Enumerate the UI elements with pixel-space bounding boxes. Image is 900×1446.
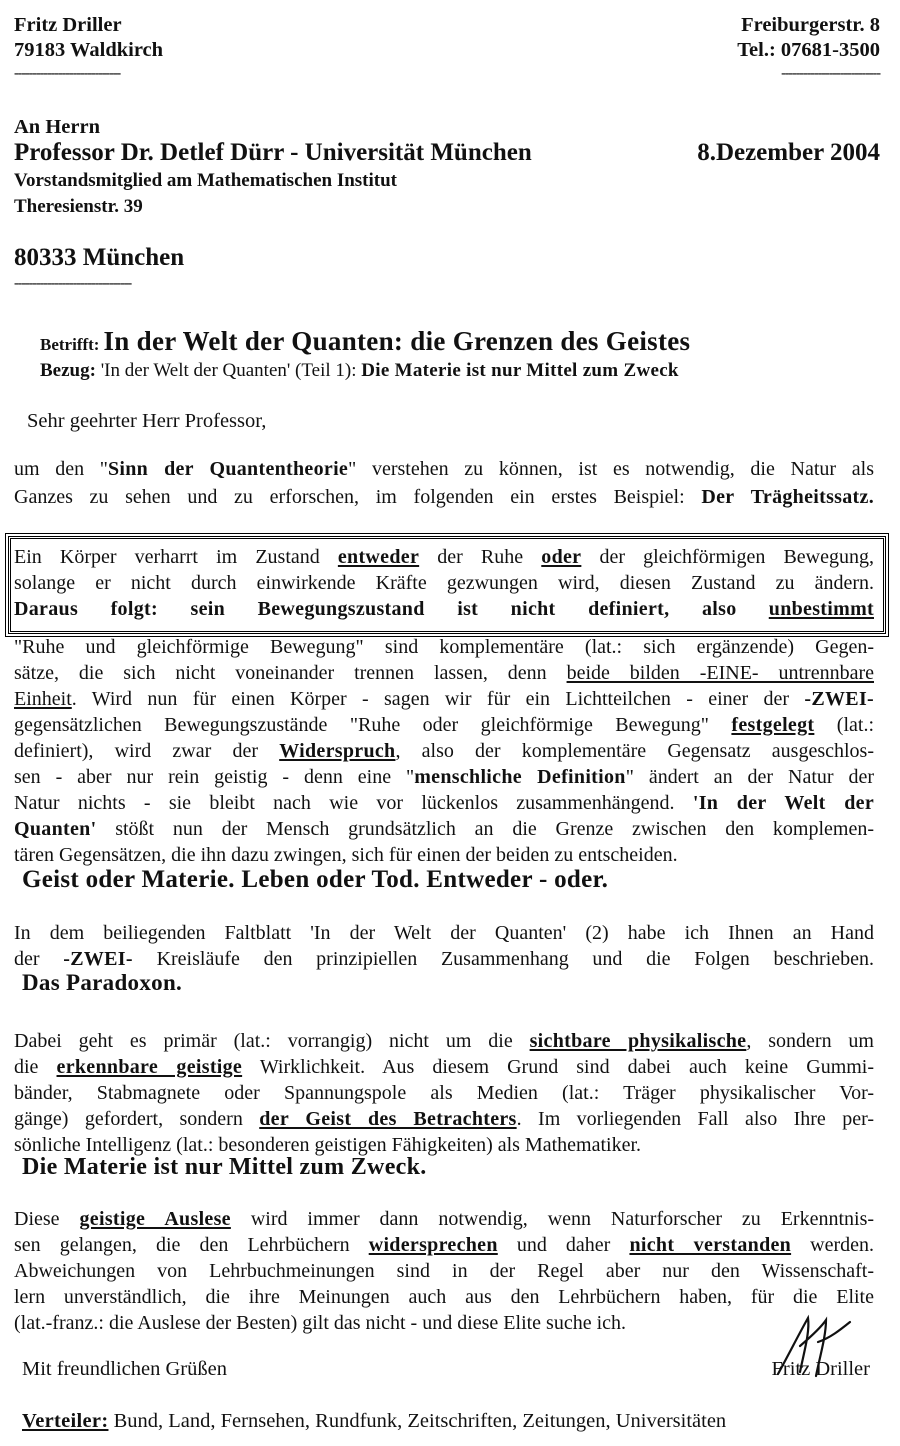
para3-line-1 <box>14 1030 874 1053</box>
distribution-line <box>22 1410 726 1433</box>
signature-name: Fritz Driller <box>771 1358 870 1380</box>
box-text: der Ruhe <box>437 546 524 568</box>
para1-line-8 <box>14 818 874 841</box>
subject-line <box>40 326 690 357</box>
intro-line-1 <box>14 458 874 481</box>
para3-line-2 <box>14 1056 874 1079</box>
para2-line-2 <box>14 948 874 971</box>
para-text: Natur nichts - sie bleibt nach wie vor lückenlos zusammenhängend. <box>14 792 675 814</box>
box-line-1 <box>14 546 874 569</box>
para-text: (lat.: <box>836 714 875 736</box>
motto-geist: Geist oder Materie. Leben oder Tod. Entweder - oder. <box>22 866 609 893</box>
para1-line-1: "Ruhe und gleichförmige Bewegung" sind komplementäre (lat.: sich ergänzende) Gegen- <box>14 636 874 658</box>
para1-line-6 <box>14 766 874 789</box>
para3-line-4 <box>14 1108 874 1131</box>
reference-text: 'In der Welt der Quanten' (Teil 1): <box>100 360 357 381</box>
para-emphasis: geistige Auslese <box>79 1208 231 1230</box>
recipient-role: Vorstandsmitglied am Mathematischen Institut <box>14 170 397 191</box>
subject-label: Betrifft: <box>40 335 100 354</box>
para-text: . Im vorliegenden Fall also Ihre per- <box>516 1108 874 1130</box>
para-emphasis: 'In der Welt der <box>692 792 874 814</box>
recipient-name: Professor Dr. Detlef Dürr - Universität München <box>14 139 532 166</box>
para-text: sen gelangen, die den Lehrbüchern <box>14 1234 350 1256</box>
para-emphasis: Einheit <box>14 688 72 710</box>
para1-line-3 <box>14 688 874 711</box>
letter-date: 8.Dezember 2004 <box>697 139 880 166</box>
para-emphasis: nicht verstanden <box>629 1234 792 1256</box>
para1-line-4 <box>14 714 874 737</box>
para-text: definiert), wird zwar der <box>14 740 258 762</box>
para-emphasis: menschliche Definition <box>414 766 626 788</box>
para-text: sen - aber nur rein geistig - denn eine " <box>14 766 415 788</box>
intro-emphasis: Der Trägheitssatz. <box>701 486 874 508</box>
para3-line-3: bänder, Stabmagnete oder Spannungspole als Medien (lat.: Träger physikalischer Vor- <box>14 1082 874 1104</box>
para-text: gänge) gefordert, sondern <box>14 1108 243 1130</box>
para-text: Kreisläufe den prinzipiellen Zusammenhang und die Folgen beschrieben. <box>156 948 875 970</box>
reference-bold: Die Materie ist nur Mittel zum Zweck <box>361 360 679 381</box>
para4-line-3: Abweichungen von Lehrbuchmeinungen sind in der Regel aber nur den Wissenschaft- <box>14 1260 874 1282</box>
para-emphasis: widersprechen <box>368 1234 498 1256</box>
para2-line-1: In dem beiliegenden Faltblatt 'In der Welt der Quanten' (2) habe ich Ihnen an Hand <box>14 922 874 944</box>
para-emphasis: -ZWEI- <box>804 688 874 710</box>
para1-line-5 <box>14 740 874 763</box>
para-text: Dabei geht es primär (lat.: vorrangig) nicht um die <box>14 1030 513 1052</box>
intro-emphasis: Sinn der Quantentheorie <box>107 458 349 480</box>
sender-city: 79183 Waldkirch <box>14 39 164 61</box>
motto-materie: Die Materie ist nur Mittel zum Zweck. <box>22 1154 427 1180</box>
box-text: der gleichförmigen Bewegung, <box>599 546 874 568</box>
para-text: , sondern um <box>746 1030 874 1052</box>
box-text: Ein Körper verharrt im Zustand <box>14 546 320 568</box>
para-text: stößt nun der Mensch grundsätzlich an die Grenze zwischen den komplemen- <box>115 818 875 840</box>
para1-line-7 <box>14 792 874 815</box>
sender-divider-right: --------------------------- <box>781 66 880 81</box>
para-text: und daher <box>516 1234 611 1256</box>
greeting: Sehr geehrter Herr Professor, <box>27 410 267 432</box>
intro-text: um den " <box>14 458 108 480</box>
para-emphasis: beide bilden -EINE- untrennbare <box>566 662 874 684</box>
box-line-3 <box>14 598 874 621</box>
para4-line-5: (lat.-franz.: die Auslese der Besten) gilt das nicht - und diese Elite suche ich. <box>14 1312 627 1334</box>
para4-line-4: lern unverständlich, die ihre Meinungen auch aus den Lehrbüchern haben, für die Elite <box>14 1286 874 1308</box>
para-text: sätze, die sich nicht voneinander trennen lassen, denn <box>14 662 547 684</box>
intro-text: Ganzes zu sehen und zu erforschen, im folgenden ein erstes Beispiel: <box>14 486 685 508</box>
box-emphasis: unbestimmt <box>768 598 874 620</box>
distribution-text: Bund, Land, Fernsehen, Rundfunk, Zeitschriften, Zeitungen, Universitäten <box>113 1410 727 1432</box>
reference-label: Bezug: <box>40 360 96 381</box>
para1-line-9: tären Gegensätzen, die ihn dazu zwingen, sich für einen der beiden zu entscheiden. <box>14 844 678 866</box>
reference-line <box>40 360 679 382</box>
para-emphasis: festgelegt <box>731 714 815 736</box>
para-text: " ändert an der Natur der <box>625 766 875 788</box>
para-text: der <box>14 948 40 970</box>
para-text: wird immer dann notwendig, wenn Naturforscher zu Erkenntnis- <box>250 1208 875 1230</box>
sender-phone: Tel.: 07681-3500 <box>737 39 880 61</box>
para-emphasis: -ZWEI- <box>63 948 133 970</box>
box-emphasis: Daraus folgt: sein Bewegungszustand ist nicht definiert, also <box>14 598 737 620</box>
recipient-street: Theresienstr. 39 <box>14 196 143 217</box>
para4-line-2 <box>14 1234 874 1257</box>
para-text: , also der komplementäre Gegensatz ausgeschlos- <box>395 740 874 762</box>
recipient-city: 80333 München <box>14 244 185 271</box>
para3-line-5: sönliche Intelligenz (lat.: besonderen geistigen Fähigkeiten) als Mathematiker. <box>14 1134 642 1156</box>
subject-text: In der Welt der Quanten: die Grenzen des Geistes <box>103 326 691 356</box>
para-emphasis: erkennbare geistige <box>56 1056 243 1078</box>
para-text: . Wird nun für einen Körper - sagen wir für ein Lichtteilchen - einer der <box>71 688 790 710</box>
box-emphasis: entweder <box>337 546 420 568</box>
distribution-label: Verteiler: <box>22 1410 109 1432</box>
para-text: gegensätzlichen Bewegungszustände "Ruhe oder gleichförmige Bewegung" <box>14 714 709 736</box>
motto-paradoxon: Das Paradoxon. <box>22 970 183 995</box>
recipient-salutation: An Herrn <box>14 116 100 138</box>
para-emphasis: Widerspruch <box>279 740 396 762</box>
sender-street: Freiburgerstr. 8 <box>741 14 880 36</box>
box-emphasis: oder <box>541 546 582 568</box>
closing: Mit freundlichen Grüßen <box>22 1358 227 1380</box>
para-emphasis: der Geist des Betrachters <box>259 1108 517 1130</box>
box-line-2: solange er nicht durch einwirkende Kräfte gezwungen wird, diesen Zustand zu ändern. <box>14 572 874 594</box>
para4-line-1 <box>14 1208 874 1231</box>
para-text: Diese <box>14 1208 60 1230</box>
sender-divider: ----------------------------- <box>14 66 121 81</box>
sender-name: Fritz Driller <box>14 14 122 36</box>
recipient-divider: -------------------------------- <box>14 276 132 291</box>
para-text: die <box>14 1056 39 1078</box>
para-text: werden. <box>810 1234 875 1256</box>
para1-line-2 <box>14 662 874 685</box>
intro-line-2 <box>14 486 874 509</box>
intro-text: " verstehen zu können, ist es notwendig, die Natur als <box>348 458 874 480</box>
para-emphasis: sichtbare physikalische <box>529 1030 747 1052</box>
para-text: Wirklichkeit. Aus diesem Grund sind dabei auch keine Gummi- <box>259 1056 875 1078</box>
para-emphasis: Quanten' <box>14 818 97 840</box>
